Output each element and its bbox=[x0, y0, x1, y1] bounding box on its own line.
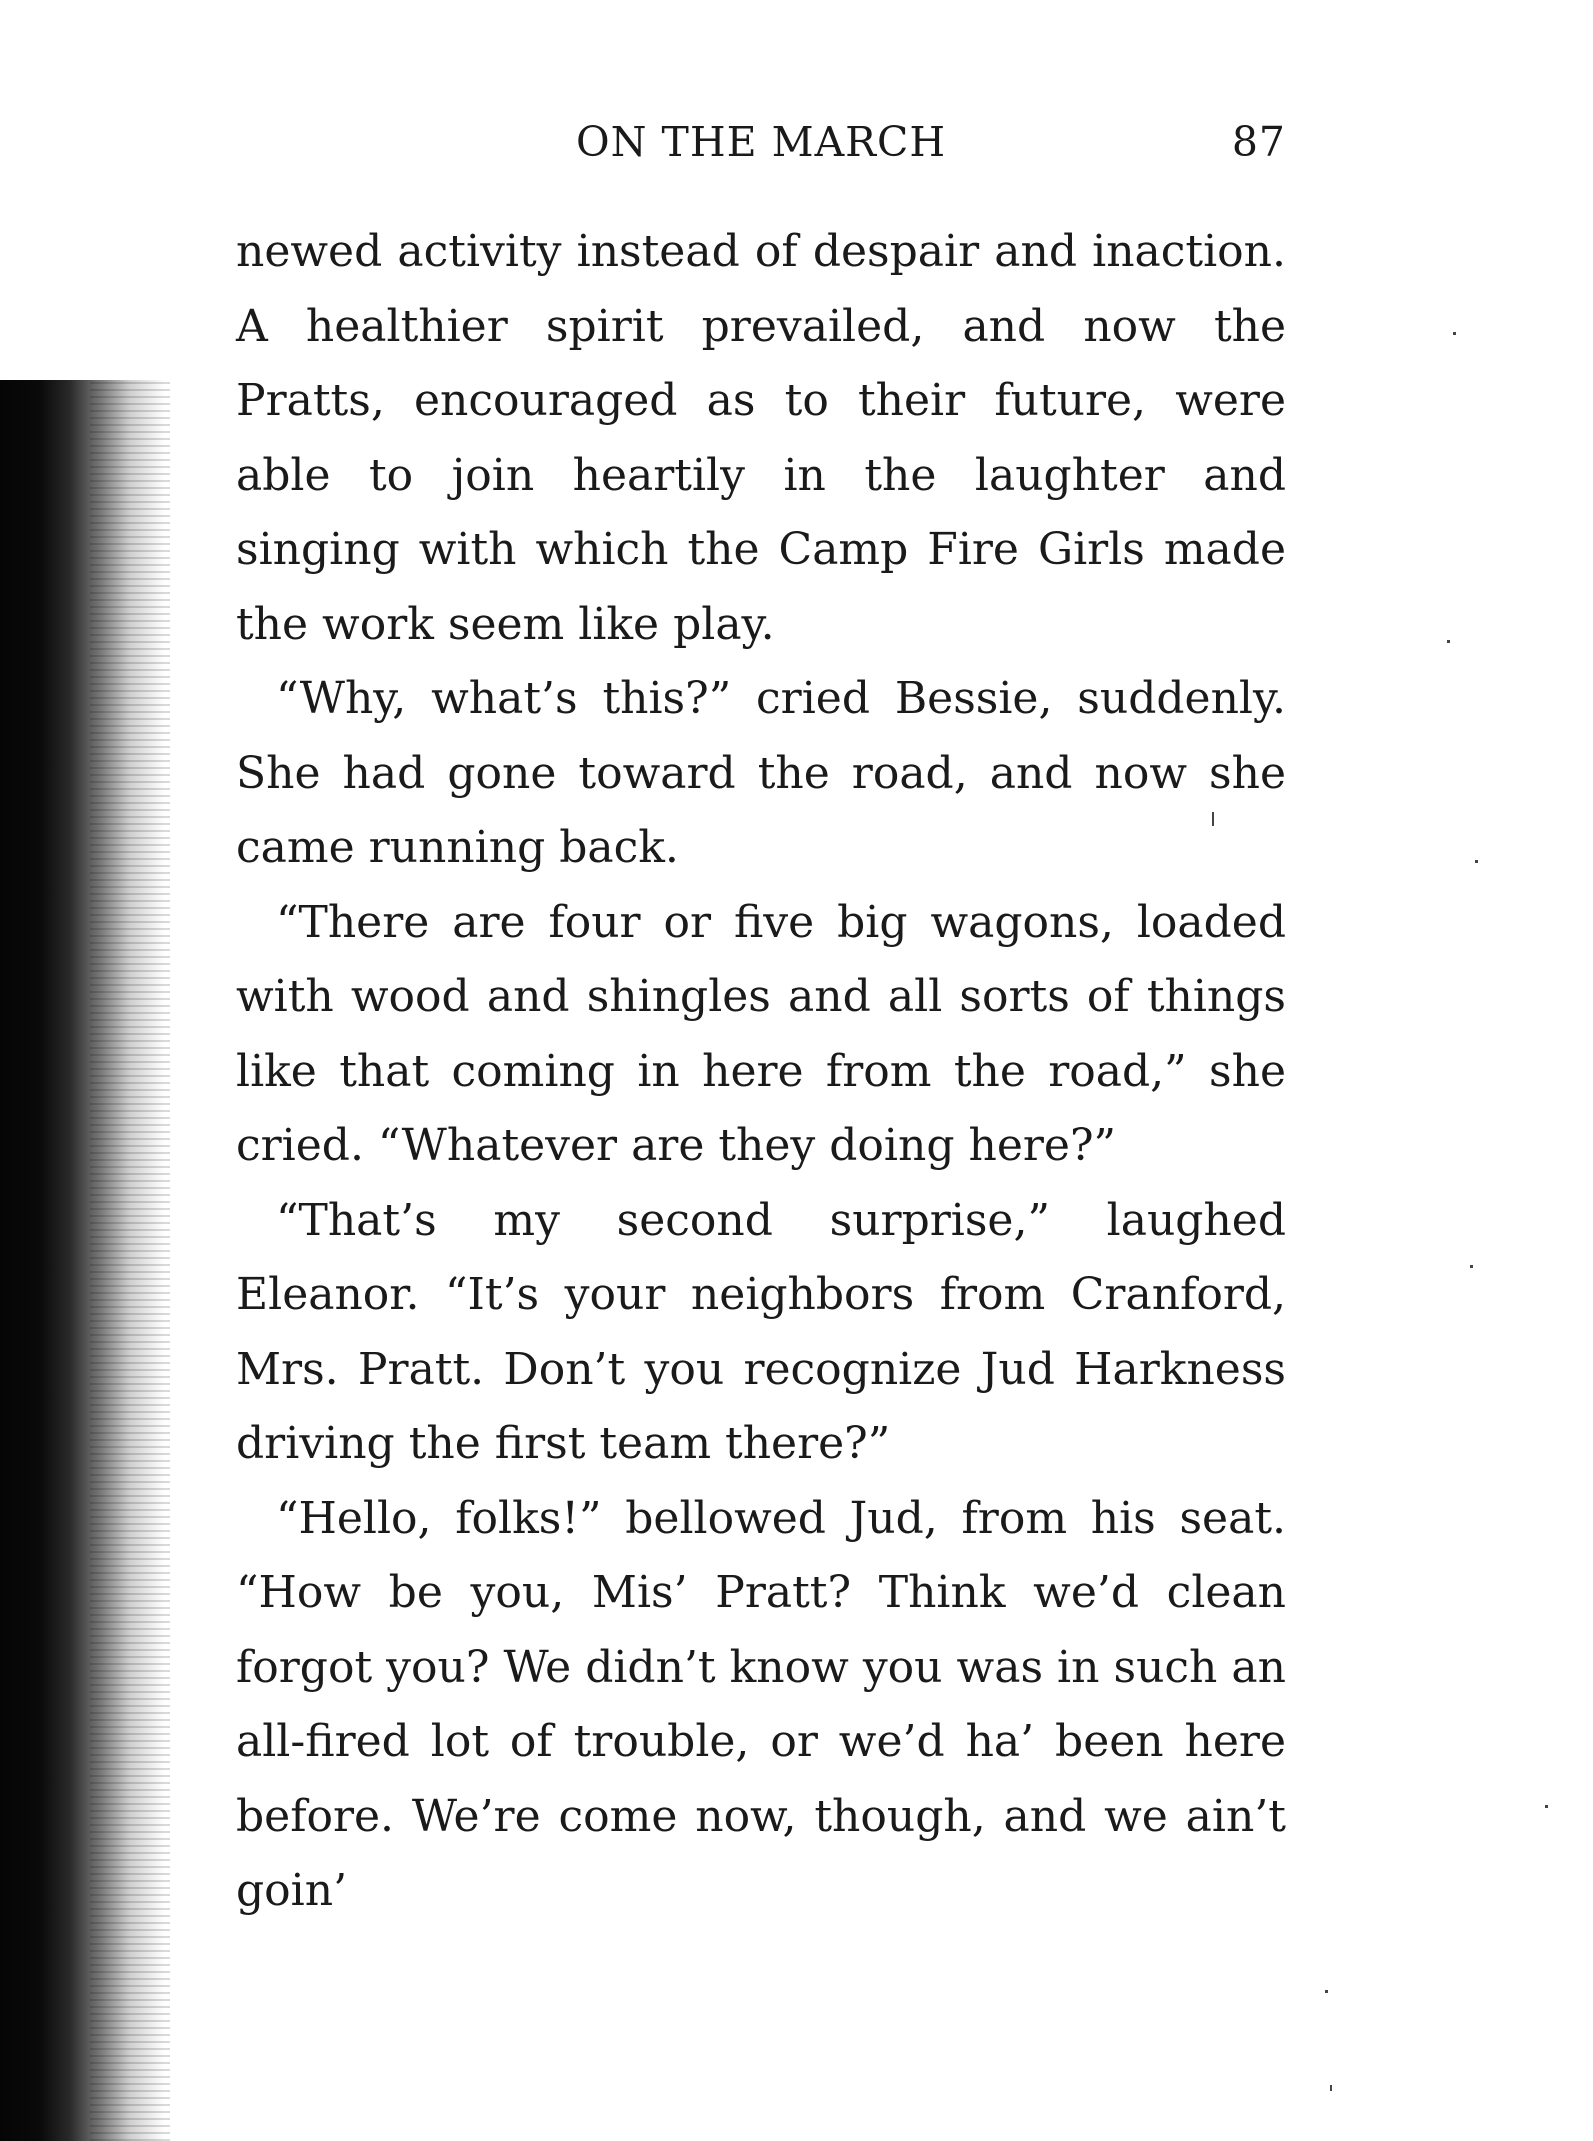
scan-binding-noise bbox=[90, 380, 170, 2141]
paragraph-bessie: “Why, what’s this?” cried Bessie, suddenly. She had gone toward the road, and now she came running back. bbox=[236, 673, 1286, 873]
page-header bbox=[236, 118, 1286, 178]
body-text bbox=[236, 215, 1286, 1929]
scan-speck bbox=[1330, 2085, 1332, 2091]
scan-speck bbox=[1453, 332, 1456, 335]
scan-speck bbox=[1212, 812, 1214, 826]
scan-speck bbox=[1325, 1990, 1328, 1993]
paragraph-jud: “Hello, folks!” bellowed Jud, from his seat. “How be you, Mis’ Pratt? Think we’d clean forgot you? We didn’t know you was in such an all-fired lot of trouble, or we’d ha’ been here before. We’re come now, though, and we ain’t goin’ bbox=[236, 1492, 1286, 1916]
scan-speck bbox=[1470, 1265, 1473, 1268]
scan-speck bbox=[1447, 640, 1450, 643]
running-head: ON THE MARCH bbox=[576, 118, 947, 166]
paragraph-wagons: “There are four or five big wagons, loaded with wood and shingles and all sorts of things like that coming in here from the road,” she cried. “Whatever are they doing here?” bbox=[236, 896, 1286, 1171]
page-number: 87 bbox=[1231, 118, 1286, 166]
paragraph-eleanor: “That’s my second surprise,” laughed Eleanor. “It’s your neighbors from Cranford, Mrs. Pratt. Don’t you recognize Jud Harkness driving the first team there?” bbox=[236, 1194, 1286, 1469]
paragraph-continued: newed activity instead of despair and inaction. A healthier spirit prevailed, and now the Pratts, encouraged as to their future, were able to join heartily in the laughter and singing with which the Camp Fire Girls made the work seem like play. bbox=[236, 226, 1286, 650]
scan-speck bbox=[1545, 1805, 1548, 1808]
scan-speck bbox=[1475, 860, 1478, 863]
